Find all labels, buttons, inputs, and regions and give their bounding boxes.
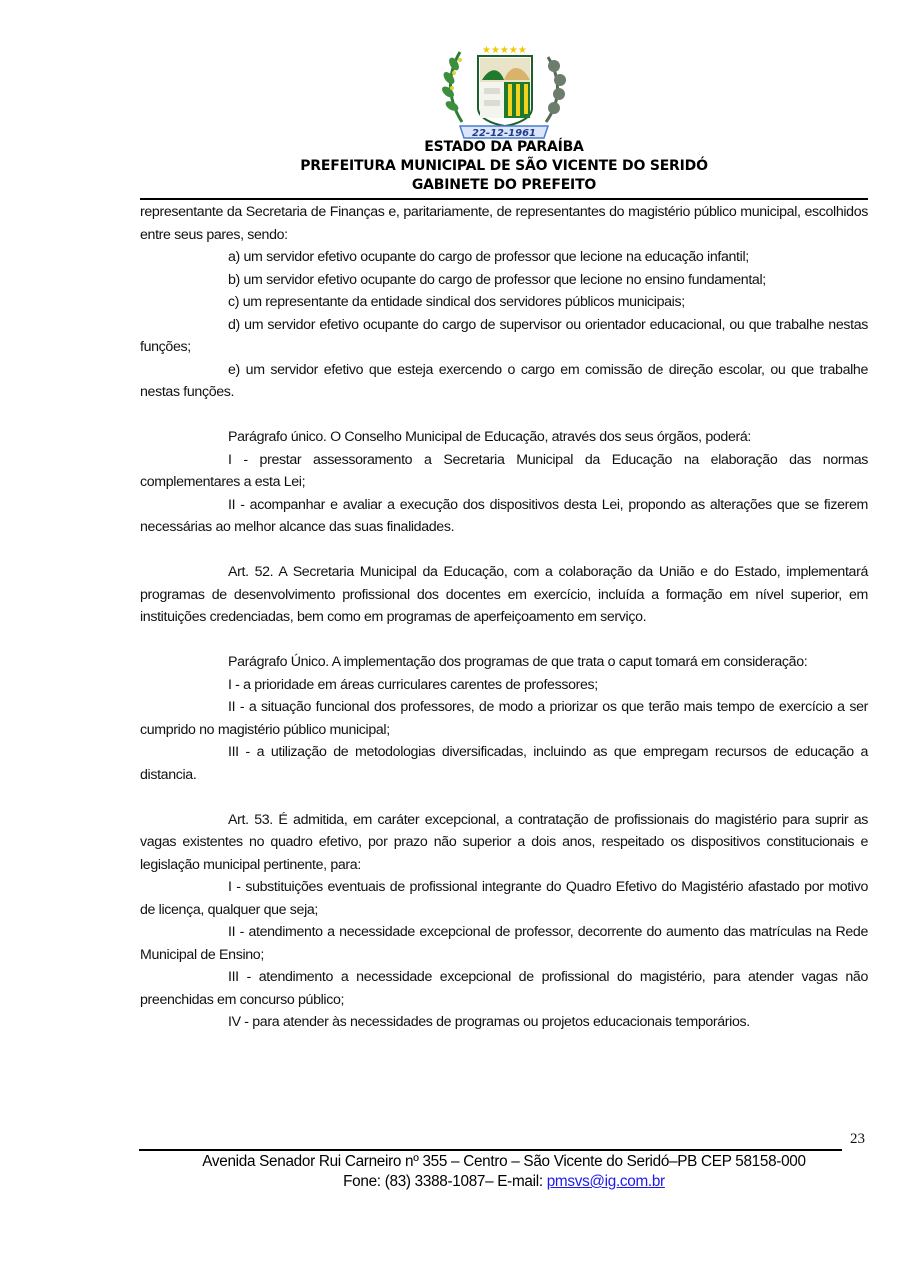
header-state-name: ESTADO DA PARAÍBA bbox=[424, 139, 584, 155]
body-paragraph: II - atendimento a necessidade excepcional de professor, decorrente do aumento das matrículas na Rede Municipal de Ensino; bbox=[140, 924, 868, 963]
paragraph-spacer bbox=[140, 786, 868, 809]
header-divider bbox=[140, 198, 868, 200]
laurel-branch-left-icon bbox=[440, 52, 462, 122]
body-paragraph: III - a utilização de metodologias diversificadas, incluindo as que empregam recursos de educação a distancia. bbox=[140, 744, 868, 783]
paragraph-spacer bbox=[140, 629, 868, 652]
paragraph-spacer bbox=[140, 404, 868, 427]
body-paragraph: a) um servidor efetivo ocupante do cargo de professor que lecione na educação infantil; bbox=[228, 249, 749, 265]
body-paragraph: II - a situação funcional dos professores, de modo a priorizar os que terão mais tempo de exercício a ser cumprido no magistério público municipal; bbox=[140, 699, 868, 738]
body-paragraph: Parágrafo único. O Conselho Municipal de Educação, através dos seus órgãos, poderá: bbox=[228, 429, 752, 445]
paragraph-spacer bbox=[140, 539, 868, 562]
svg-text:★★★★★: ★★★★★ bbox=[482, 45, 527, 56]
body-paragraph: IV - para atender às necessidades de programas ou projetos educacionais temporários. bbox=[228, 1014, 750, 1030]
municipal-coat-of-arms-icon bbox=[438, 42, 570, 142]
footer-address: Avenida Senador Rui Carneiro nº 355 – Centro – São Vicente do Seridó–PB CEP 58158-000 bbox=[202, 1153, 806, 1170]
body-paragraph: I - prestar assessoramento a Secretaria Municipal da Educação na elaboração das normas complementares a esta Lei; bbox=[140, 451, 868, 490]
body-paragraph: III - atendimento a necessidade excepcional de profissional do magistério, para atender vagas não preenchidas em concurso público; bbox=[140, 969, 868, 1008]
shield-icon bbox=[478, 56, 532, 126]
header-municipality-name: PREFEITURA MUNICIPAL DE SÃO VICENTE DO SERIDÓ bbox=[300, 158, 708, 174]
body-paragraph: d) um servidor efetivo ocupante do cargo de supervisor ou orientador educacional, ou que trabalhe nestas funções; bbox=[140, 316, 868, 355]
body-paragraph: c) um representante da entidade sindical dos servidores públicos municipais; bbox=[228, 294, 685, 310]
body-paragraph: I - a prioridade em áreas curriculares carentes de professores; bbox=[228, 676, 598, 693]
footer-divider bbox=[139, 1149, 842, 1151]
body-paragraph: representante da Secretaria de Finanças e, paritariamente, de representantes do magistério público municipal, escolhidos entre seus pares, sendo: bbox=[140, 204, 868, 243]
footer-email-link[interactable]: pmsvs@ig.com.br bbox=[546, 1173, 665, 1190]
body-paragraph: Parágrafo Único. A implementação dos programas de que trata o caput tomará em consideração: bbox=[228, 654, 808, 670]
body-paragraph: II - acompanhar e avaliar a execução dos dispositivos desta Lei, propondo as alterações que se fizerem necessárias ao melhor alcance das suas finalidades. bbox=[140, 496, 868, 535]
body-paragraph: I - substituições eventuais de profissional integrante do Quadro Efetivo do Magistério afastado por motivo de licença, qualquer que seja; bbox=[140, 879, 868, 918]
stars-icon bbox=[482, 45, 527, 56]
footer-contact bbox=[140, 1173, 868, 1191]
svg-text:22-12-1961: 22-12-1961 bbox=[472, 128, 536, 139]
page-number: 23 bbox=[850, 1131, 865, 1147]
document-body bbox=[140, 201, 868, 1034]
body-paragraph: b) um servidor efetivo ocupante do cargo de professor que lecione no ensino fundamental; bbox=[228, 271, 766, 288]
body-paragraph: Art. 52. A Secretaria Municipal da Educação, com a colaboração da União e do Estado, implementará programas de desenvolvimento profissional dos docentes em exercício, incluída a formação em nível superior, em instituições credenciadas, bem como em programas de aperfeiçoamento em serviço. bbox=[140, 564, 868, 625]
body-paragraph: e) um servidor efetivo que esteja exercendo o cargo em comissão de direção escolar, ou que trabalhe nestas funções. bbox=[140, 361, 868, 400]
cotton-branch-right-icon bbox=[546, 57, 566, 122]
footer-phone: Fone: (83) 3388-1087– E-mail: bbox=[343, 1173, 547, 1190]
body-paragraph: Art. 53. É admitida, em caráter excepcional, a contratação de profissionais do magistério para suprir as vagas existentes no quadro efetivo, por prazo não superior a dois anos, respeitado os dispositivos constitucionais e legislação municipal pertinente, para: bbox=[140, 811, 868, 873]
header-office-name: GABINETE DO PREFEITO bbox=[411, 177, 597, 193]
